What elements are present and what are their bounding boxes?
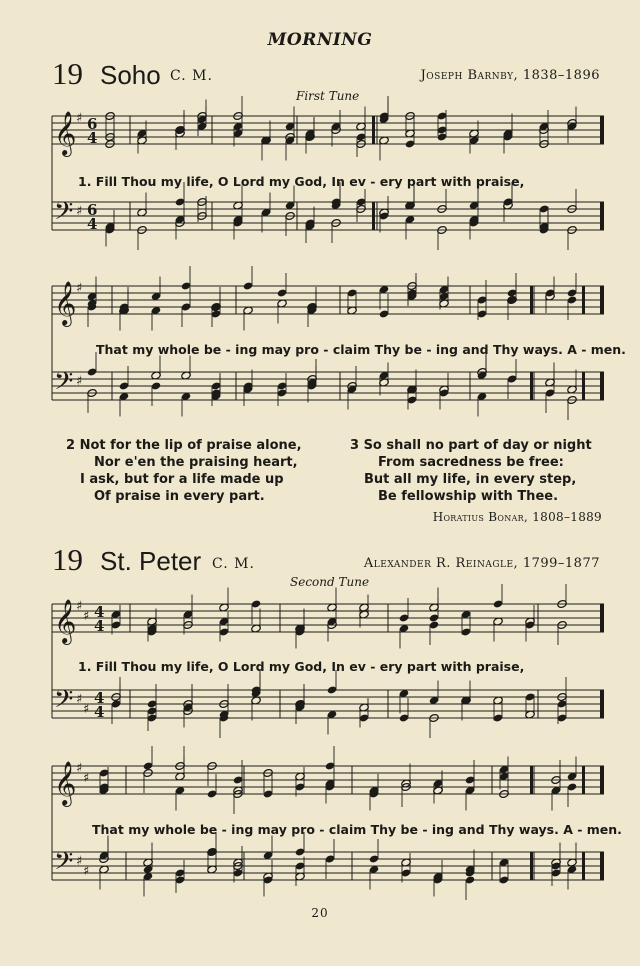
bass-clef: 𝄢 bbox=[54, 197, 74, 232]
lyric-line: 1. Fill Thou my life, O Lord my God, In ev - ery part with praise, bbox=[78, 659, 525, 674]
composer: Joseph Barnby, 1838–1896 bbox=[420, 68, 600, 83]
bass-clef: 𝄢 bbox=[54, 685, 74, 720]
meter: C. M. bbox=[212, 556, 255, 572]
hymn-number: 19 bbox=[52, 56, 83, 91]
double-barline bbox=[582, 766, 585, 794]
final-barline bbox=[600, 852, 604, 880]
double-barline bbox=[530, 766, 533, 794]
stanza-2 bbox=[66, 437, 302, 505]
stanza-line: 3 So shall no part of day or night bbox=[350, 438, 592, 453]
key-sharp: ♯ bbox=[76, 761, 83, 776]
stanza-line: 2 Not for the lip of praise alone, bbox=[66, 438, 302, 453]
final-barline bbox=[600, 372, 604, 400]
bass-clef: 𝄢 bbox=[54, 847, 74, 882]
key-sharp: ♯ bbox=[76, 599, 83, 614]
key-sharp: ♯ bbox=[83, 609, 90, 624]
double-barline bbox=[372, 202, 375, 230]
lyric-line: That my whole be - ing may pro - claim Thy be - ing and Thy ways. A - men. bbox=[96, 342, 626, 357]
key-sharp: ♯ bbox=[76, 281, 83, 296]
time-signature: 4 bbox=[87, 215, 98, 233]
stanza-line: But all my life, in every step, bbox=[364, 472, 577, 487]
hymn-number: 19 bbox=[52, 542, 83, 577]
author: Horatius Bonar, 1808–1889 bbox=[432, 510, 602, 524]
final-barline bbox=[600, 202, 604, 230]
time-signature: 6 bbox=[87, 115, 98, 133]
key-sharp: ♯ bbox=[76, 111, 83, 126]
final-barline bbox=[600, 286, 604, 314]
key-sharp: ♯ bbox=[76, 204, 83, 219]
tune-label: First Tune bbox=[296, 89, 360, 103]
time-signature: 4 bbox=[94, 703, 105, 721]
double-barline bbox=[372, 116, 375, 144]
bass-clef: 𝄢 bbox=[54, 367, 74, 402]
time-signature: 4 bbox=[87, 129, 98, 147]
stanza-line: I ask, but for a life made up bbox=[80, 472, 284, 487]
final-barline bbox=[600, 766, 604, 794]
tune-name: Soho bbox=[100, 60, 161, 90]
key-sharp: ♯ bbox=[76, 854, 83, 869]
treble-clef: 𝄞 bbox=[54, 599, 77, 643]
key-sharp: ♯ bbox=[76, 374, 83, 389]
stanza-line: Of praise in every part. bbox=[94, 489, 265, 504]
key-sharp: ♯ bbox=[83, 771, 90, 786]
running-head: MORNING bbox=[267, 30, 373, 50]
page-number: 20 bbox=[311, 906, 329, 920]
tune-label: Second Tune bbox=[290, 575, 370, 589]
final-barline bbox=[600, 690, 604, 718]
lyric-line: 1. Fill Thou my life, O Lord my God, In ev - ery part with praise, bbox=[78, 174, 525, 189]
final-barline bbox=[600, 116, 604, 144]
stanza-3 bbox=[350, 437, 592, 505]
double-barline bbox=[582, 286, 585, 314]
double-barline bbox=[530, 286, 533, 314]
time-signature: 4 bbox=[94, 689, 105, 707]
tune-name: St. Peter bbox=[100, 546, 202, 576]
meter: C. M. bbox=[170, 68, 213, 84]
key-sharp: ♯ bbox=[76, 692, 83, 707]
treble-clef: 𝄞 bbox=[54, 111, 77, 155]
stanza-line: Be fellowship with Thee. bbox=[378, 489, 559, 504]
double-barline bbox=[530, 852, 533, 880]
composer: Alexander R. Reinagle, 1799–1877 bbox=[363, 556, 600, 571]
time-signature: 6 bbox=[87, 201, 98, 219]
treble-clef: 𝄞 bbox=[54, 281, 77, 325]
key-sharp: ♯ bbox=[83, 864, 90, 879]
final-barline bbox=[600, 604, 604, 632]
time-signature: 4 bbox=[94, 617, 105, 635]
stanza-line: Nor e'en the praising heart, bbox=[94, 455, 298, 470]
double-barline bbox=[582, 852, 585, 880]
time-signature: 4 bbox=[94, 603, 105, 621]
lyric-line: That my whole be - ing may pro - claim Thy be - ing and Thy ways. A - men. bbox=[92, 822, 622, 837]
double-barline bbox=[582, 372, 585, 400]
treble-clef: 𝄞 bbox=[54, 761, 77, 805]
double-barline bbox=[530, 372, 533, 400]
key-sharp: ♯ bbox=[83, 702, 90, 717]
stanza-line: From sacredness be free: bbox=[378, 455, 564, 470]
